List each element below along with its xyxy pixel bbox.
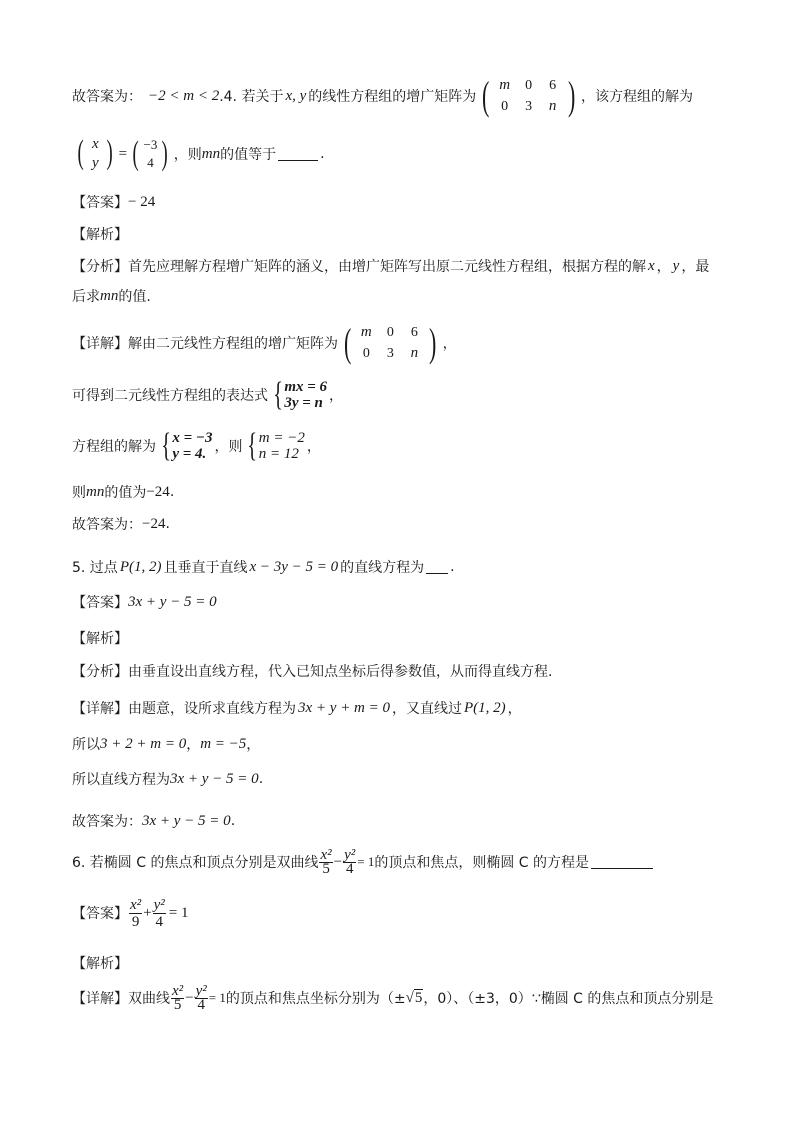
analysis-5-label: 【解析】 [72, 631, 128, 647]
system-solution: 方程组的解为 { x = −3 y = 4. ，则 { m = −2 n = 12 ， [72, 427, 321, 464]
variables: x, y [285, 87, 307, 104]
answer-5: 【答案】 3x + y − 5 = 0 [72, 593, 217, 611]
fraction: $\frac{\text{x²}}{5}$ [320, 846, 332, 877]
xiangjie-label: 【详解】 [72, 336, 128, 352]
equation-system: { mx = 6 3y = n [273, 376, 328, 413]
fenxi-4-line1: 【分析】 首先应理解方程增广矩阵的涵义，由增广矩阵写出原二元线性方程组，根据方程的解 x ， y ，最 [72, 257, 710, 275]
fraction: $\frac{\text{y²}}{4}$ [344, 846, 356, 877]
analysis-4-label: 【解析】 [72, 227, 128, 243]
fenxi-4-line2: 后求 mn 的值. [72, 287, 151, 305]
answer-blank [426, 561, 448, 574]
line-equation: 所以直线方程为 3x + y − 5 = 0 . [72, 770, 264, 788]
inequality: −2 < m < 2 [148, 87, 220, 104]
fenxi-label: 【分析】 [72, 259, 128, 275]
text: 的线性方程组的增广矩阵为 [308, 89, 477, 105]
xiangjie-4: 【详解】 解由二元线性方程组的增广矩阵为 ( m 0 6 0 3 n ) ， [72, 320, 457, 365]
text: ，则 [173, 147, 202, 163]
final-answer-5: 故答案为： 3x + y − 5 = 0 . [72, 812, 236, 830]
parameter-system: { m = −2 n = 12 [247, 427, 305, 464]
final-answer-4: 故答案为： −24 . [72, 515, 170, 533]
answer-label: 【答案】 [72, 195, 128, 211]
xiangjie-6: 【详解】 双曲线 $\frac{\text{x²}}{5}$ − $\frac{\text{y²}}{4}$ = 1 的顶点和焦点坐标分别为（± √5 ，0）、（±3，0）∵椭圆 C 的焦点和顶点分别是 [72, 982, 714, 1013]
answer-4 [72, 192, 155, 212]
fraction: $\frac{\text{x²}}{5}$ [172, 982, 184, 1013]
answer-blank [591, 856, 653, 869]
analysis-6-label: 【解析】 [72, 956, 128, 972]
solution-vector-left: ( x y ) [77, 134, 114, 171]
mn-value: 则 mn 的值为 −24 . [72, 483, 175, 501]
fenxi-5: 【分析】 由垂直设出直线方程，代入已知点坐标后得参数值，从而得直线方程. [72, 664, 553, 680]
fraction: $\frac{\text{y²}}{4}$ [153, 896, 165, 930]
mn: mn [201, 145, 221, 162]
xiangjie-5: 【详解】 由题意，设所求直线方程为 3x + y + m = 0 ，又直线过 P(1, 2) ， [72, 699, 522, 717]
question-5: 5. 过点 P(1, 2) 且垂直于直线 x − 3y − 5 = 0 的直线方程为 . [72, 558, 455, 576]
augmented-matrix: ( m 0 6 0 3 n ) [343, 320, 437, 365]
fraction: $\frac{\text{x²}}{9}$ [130, 896, 142, 930]
q4-prompt-line2 [72, 133, 325, 175]
augmented-matrix: ( m 0 6 0 3 n ) [482, 73, 575, 118]
text: 的值等于 [220, 147, 277, 163]
solve-m: 所以 3 + 2 + m = 0 ， m = −5 ， [72, 735, 261, 753]
solution-system: { x = −3 y = 4. [161, 427, 213, 464]
sqrt-expression: √5 [405, 989, 423, 1006]
text: 故答案为： [72, 89, 142, 105]
answer-blank [278, 148, 318, 161]
answer-6: 【答案】 $\frac{\text{x²}}{9}$ + $\frac{\text{y²}}{4}$ = 1 [72, 896, 189, 930]
text: . [320, 146, 325, 162]
text: ，该方程组的解为 [580, 89, 693, 105]
text: .4. 若关于 [219, 89, 284, 105]
question-6: 6. 若椭圆 C 的焦点和顶点分别是双曲线 $\frac{\text{x²}}{5}$ − $\frac{\text{y²}}{4}$ = 1 的顶点和焦点，则椭圆 C 的方程是 [72, 845, 653, 879]
equals: = [118, 145, 128, 162]
fraction: $\frac{\text{y²}}{4}$ [195, 982, 207, 1013]
solution-vector-right: ( −3 4 ) [132, 135, 169, 172]
system-expression: 可得到二元线性方程组的表达式 { mx = 6 3y = n ， [72, 376, 344, 413]
answer-value: − 24 [128, 193, 156, 210]
q4-prompt-line1 [72, 73, 693, 118]
